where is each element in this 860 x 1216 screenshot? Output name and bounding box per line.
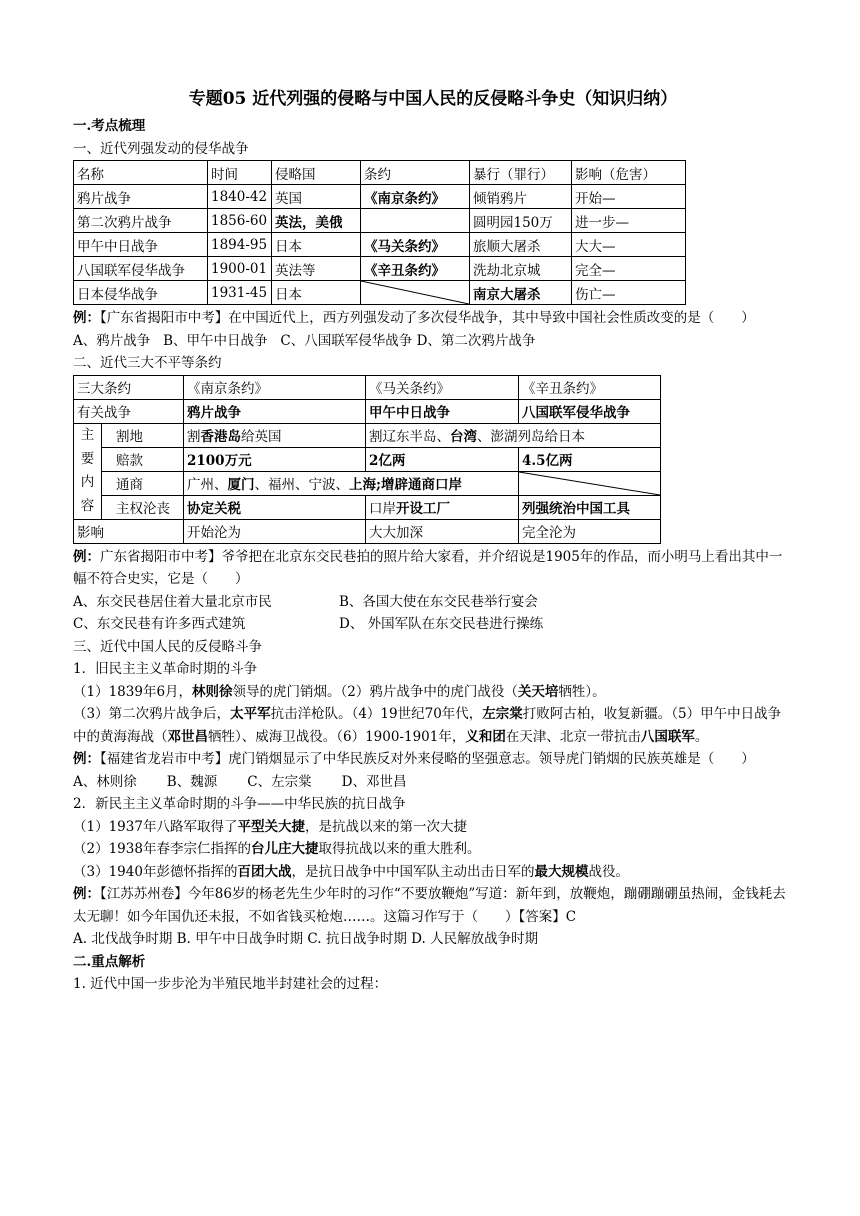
subsection-heading: 三、近代中国人民的反侵略斗争 <box>73 638 262 655</box>
table-row <box>74 281 686 305</box>
table-cell: 日本 <box>272 233 361 257</box>
table-cell: 圆明园150万 <box>470 209 572 233</box>
text-segment-bold: 香港岛 <box>200 429 241 445</box>
text-segment: 给英国 <box>241 429 282 445</box>
text-segment: 口岸 <box>369 501 396 517</box>
text-segment: ，是抗日战争中中国军队主动出击日军的 <box>291 863 535 880</box>
text-segment: 在天津、北京一带抗击 <box>505 728 641 745</box>
text-segment-bold: 上海 <box>349 477 376 493</box>
text-segment-bold: 太平军 <box>230 706 271 722</box>
table-cell: 八国联军侵华战争 <box>74 257 208 281</box>
text-segment: 打败阿古柏，收复新疆。（5）甲午中日战争中的黄海海战（ <box>73 706 782 745</box>
example-text: 【江苏苏州卷】今年86岁的杨老先生少年时的习作“不要放鞭炮”写道：新年到，放鞭炮，蹦硼蹦硼虽热闹，金钱耗去太无聊！如今年国仇还未报，不如省钱买枪炮……。这篇习作写于（ ）【答案】C <box>73 886 786 925</box>
table-cell: 《南京条约》 <box>361 185 470 209</box>
option-c: C、左宗棠 <box>247 773 312 790</box>
table-header-cell: 暴行（罪行） <box>470 161 572 185</box>
example-question <box>73 546 793 591</box>
label-char: 内 <box>80 474 95 490</box>
example-options <box>73 330 793 353</box>
table-cell: 八国联军侵华战争 <box>519 399 661 423</box>
table-cell <box>366 495 519 519</box>
example-options <box>73 613 793 636</box>
table-cell <box>361 209 470 233</box>
table-cell: 《辛丑条约》 <box>361 257 470 281</box>
text-segment-bold: 左宗棠 <box>482 706 523 722</box>
table-cell: 完全— <box>572 257 686 281</box>
text-segment: 、福州、宁波、 <box>254 477 349 493</box>
table-cell: 1840-42 <box>208 185 272 209</box>
example-label: 例： <box>73 310 100 326</box>
text-segment-bold: 邓世昌 <box>167 728 208 745</box>
option-a: A、东交民巷居住着大量北京市民 <box>73 593 272 610</box>
text-segment-bold: 最大规模 <box>534 863 589 880</box>
table-cell: 伤亡— <box>572 281 686 305</box>
table-header-cell: 名称 <box>74 161 208 185</box>
text-segment-bold: 台湾 <box>450 429 477 445</box>
main-content-label <box>74 423 102 519</box>
paragraph <box>73 816 793 839</box>
empty-diagonal-cell <box>361 281 470 305</box>
table-cell: 洗劫北京城 <box>470 257 572 281</box>
text-segment-bold: 平型关大捷 <box>237 818 305 835</box>
example-label: 例： <box>73 751 100 767</box>
example-options: A. 北伐战争时期 B. 甲午中日战争时期 C. 抗日战争时期 D. 人民解放战争时期 <box>73 931 539 947</box>
text-segment-bold: 关天培 <box>517 683 559 700</box>
text-segment-bold: 义和团 <box>465 728 506 745</box>
table-cell: 鸦片战争 <box>184 399 366 423</box>
subsection-heading: 一、近代列强发动的侵华战争 <box>73 140 249 157</box>
text-segment: （1）1937年八路军取得了 <box>73 818 238 835</box>
text-segment-bold: 八国联军 <box>640 728 695 745</box>
section-heading: 二.重点解析 <box>73 953 146 970</box>
table-header-cell: 《马关条约》 <box>366 375 519 399</box>
text-segment-bold: 百团大战 <box>237 863 292 880</box>
text-segment: 割 <box>187 429 201 445</box>
option-d: D、第二次鸦片战争 <box>416 332 536 349</box>
document-title: 专题05 近代列强的侵略与中国人民的反侵略斗争史（知识归纳） <box>188 89 678 109</box>
option-d: D、 外国军队在东交民巷进行操练 <box>339 616 544 632</box>
label-char: 要 <box>80 450 95 467</box>
table-cell: 南京大屠杀 <box>470 281 572 305</box>
table-header-cell: 条约 <box>361 161 470 185</box>
example-question <box>73 307 793 330</box>
option-b: B、甲午中日战争 <box>163 332 268 349</box>
table-cell: 有关战争 <box>74 399 184 423</box>
table-row <box>74 399 661 423</box>
option-d: D、邓世昌 <box>341 773 407 790</box>
text-segment: 牺牲）。 <box>558 683 606 700</box>
table-cell: 4.5亿两 <box>519 447 661 471</box>
table-row <box>74 471 661 495</box>
table-cell: 协定关税 <box>184 495 366 519</box>
paragraph <box>73 681 793 704</box>
table-cell: 日本 <box>272 281 361 305</box>
example-question <box>73 883 793 928</box>
text-segment: 抗击洋枪队。（4）19世纪70年代， <box>270 706 483 722</box>
table-cell: 大大加深 <box>366 519 519 543</box>
table-cell: 1894-95 <box>208 233 272 257</box>
paragraph <box>73 861 793 884</box>
example-text: 广东省揭阳市中考】爷爷把在北京东交民巷拍的照片给大家看，并介绍说是1905年的作品，而小明马上看出其中一幅不符合史实，它是（ ） <box>73 548 783 587</box>
text-segment: （2）1938年春李宗仁指挥的 <box>73 841 251 857</box>
text-segment: （3）1940年彭德怀指挥的 <box>73 863 238 880</box>
text-segment-bold: 林则徐 <box>192 683 233 700</box>
table-header-row <box>74 161 686 185</box>
table-cell: 主权沦丧 <box>102 495 184 519</box>
table-cell: 进一步— <box>572 209 686 233</box>
option-a: A、林则徐 <box>73 773 137 790</box>
table-cell: 第二次鸦片战争 <box>74 209 208 233</box>
paragraph: 2．新民主主义革命时期的斗争——中华民族的抗日战争 <box>73 796 406 812</box>
example-text: 【福建省龙岩市中考】虎门销烟显示了中华民族反对外来侵略的坚强意志。领导虎门销烟的民族英雄是（ ） <box>100 751 755 767</box>
text-segment-bold: ;增辟通商口岸 <box>376 477 462 493</box>
table-cell <box>184 471 519 495</box>
example-label: 例： <box>73 548 100 565</box>
table-row <box>74 423 661 447</box>
treaties-table <box>73 375 661 544</box>
table-cell: 2亿两 <box>366 447 519 471</box>
text-segment: 广州、 <box>187 477 228 493</box>
table-header-cell: 三大条约 <box>74 375 184 399</box>
table-cell: 通商 <box>102 471 184 495</box>
table-cell: 《马关条约》 <box>361 233 470 257</box>
section-heading: 一.考点梳理 <box>73 118 146 134</box>
paragraph <box>73 838 793 861</box>
table-header-cell: 《辛丑条约》 <box>519 375 661 399</box>
text-segment: ，是抗战以来的第一次大捷 <box>304 818 467 835</box>
example-options <box>73 771 793 794</box>
table-cell: 影响 <box>74 519 184 543</box>
label-char: 主 <box>80 427 95 443</box>
table-row <box>74 185 686 209</box>
table-cell: 倾销鸦片 <box>470 185 572 209</box>
table-row <box>74 209 686 233</box>
table-row <box>74 495 661 519</box>
table-header-cell: 时间 <box>208 161 272 185</box>
option-c: C、东交民巷有许多西式建筑 <box>73 616 246 632</box>
table-cell: 英法等 <box>272 257 361 281</box>
table-row <box>74 447 661 471</box>
table-cell: 甲午中日战争 <box>74 233 208 257</box>
document-page <box>73 84 793 996</box>
table-cell: 1931-45 <box>208 281 272 305</box>
text-segment: 领导的虎门销烟。（2）鸦片战争中的虎门战役（ <box>232 683 518 700</box>
table-cell: 赔款 <box>102 447 184 471</box>
table-cell: 日本侵华战争 <box>74 281 208 305</box>
option-b: B、各国大使在东交民巷举行宴会 <box>339 593 538 610</box>
table-cell: 英法，美俄 <box>272 209 361 233</box>
option-c: C、八国联军侵华战争 <box>280 332 413 349</box>
table-cell: 开始沦为 <box>184 519 366 543</box>
option-a: A、鸦片战争 <box>73 332 151 349</box>
table-cell: 完全沦为 <box>519 519 661 543</box>
table-cell: 鸦片战争 <box>74 185 208 209</box>
text-segment: 战役。 <box>588 863 629 880</box>
paragraph <box>73 703 793 748</box>
paragraph: 1．旧民主主义革命时期的斗争 <box>73 661 258 677</box>
example-text: 【广东省揭阳市中考】在中国近代上，西方列强发动了多次侵华战争，其中导致中国社会性质改变的是（ ） <box>100 310 755 326</box>
label-char: 容 <box>80 497 95 514</box>
table-cell: 1900-01 <box>208 257 272 281</box>
table-header-cell: 《南京条约》 <box>184 375 366 399</box>
table-row <box>74 257 686 281</box>
table-cell <box>366 423 661 447</box>
table-header-cell: 影响（危害） <box>572 161 686 185</box>
text-segment: 、澎湖列岛给日本 <box>477 429 585 445</box>
wars-table <box>73 160 686 305</box>
example-label: 例： <box>73 886 100 902</box>
table-cell: 2100万元 <box>184 447 366 471</box>
text-segment: 牺牲）、威海卫战役。（6）1900-1901年， <box>208 728 466 745</box>
paragraph: 1. 近代中国一步步沦为半殖民地半封建社会的过程： <box>73 976 388 992</box>
table-cell <box>184 423 366 447</box>
text-segment: （1）1839年6月， <box>73 683 193 700</box>
table-cell: 英国 <box>272 185 361 209</box>
subsection-heading: 二、近代三大不平等条约 <box>73 355 222 371</box>
table-row <box>74 519 661 543</box>
table-cell: 1856-60 <box>208 209 272 233</box>
text-segment-bold: 台儿庄大捷 <box>250 841 319 857</box>
text-segment: 。 <box>694 728 709 745</box>
table-cell: 旅顺大屠杀 <box>470 233 572 257</box>
diagonal-line <box>519 472 660 495</box>
example-options <box>73 591 793 614</box>
text-segment: 割辽东半岛、 <box>369 429 450 445</box>
table-header-cell: 侵略国 <box>272 161 361 185</box>
table-cell: 列强统治中国工具 <box>519 495 661 519</box>
table-cell: 大大— <box>572 233 686 257</box>
option-b: B、魏源 <box>166 773 218 790</box>
table-cell: 开始— <box>572 185 686 209</box>
diagonal-line <box>361 281 469 304</box>
text-segment: 取得抗战以来的重大胜利。 <box>318 841 481 857</box>
text-segment: （3）第二次鸦片战争后， <box>73 706 231 722</box>
example-question <box>73 748 793 771</box>
table-row <box>74 233 686 257</box>
empty-diagonal-cell <box>519 471 661 495</box>
table-cell: 甲午中日战争 <box>366 399 519 423</box>
table-header-row <box>74 375 661 399</box>
table-cell: 割地 <box>102 423 184 447</box>
text-segment-bold: 厦门 <box>227 477 255 493</box>
text-segment-bold: 开设工厂 <box>396 501 450 517</box>
